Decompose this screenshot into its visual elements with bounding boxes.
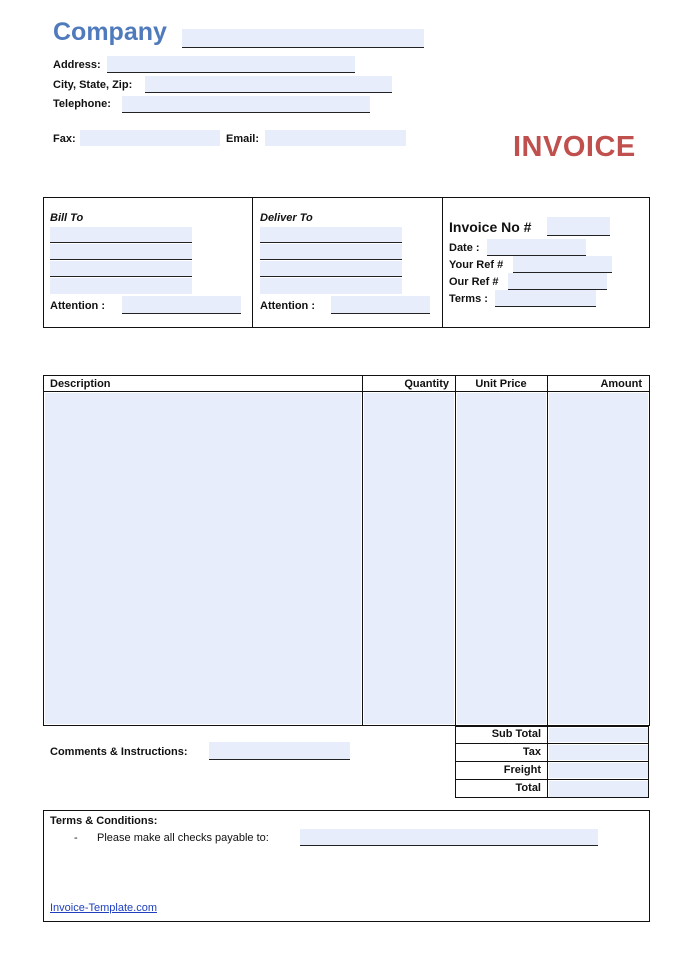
quantity-column-cells[interactable] <box>364 393 454 724</box>
date-label: Date : <box>449 242 480 254</box>
terms-conditions-title: Terms & Conditions: <box>50 815 158 827</box>
deliver-to-line-1[interactable] <box>260 227 402 243</box>
deliver-to-line-3[interactable] <box>260 261 402 277</box>
email-field[interactable] <box>265 130 406 146</box>
comments-label: Comments & Instructions: <box>50 746 188 758</box>
tax-field[interactable] <box>549 745 648 760</box>
invoice-title: INVOICE <box>513 131 636 163</box>
terms-bullet: - <box>74 832 78 844</box>
totals-divider-3 <box>455 779 649 780</box>
description-column-cells[interactable] <box>45 393 361 724</box>
sub-total-field[interactable] <box>549 728 648 742</box>
freight-field[interactable] <box>549 763 648 778</box>
our-ref-label: Our Ref # <box>449 276 499 288</box>
tax-label: Tax <box>522 746 541 758</box>
deliver-attention-label: Attention : <box>260 300 315 312</box>
company-name-field[interactable] <box>182 29 424 48</box>
deliver-to-line-4[interactable] <box>260 278 402 294</box>
bill-to-line-1[interactable] <box>50 227 192 243</box>
billing-divider-1 <box>252 197 253 328</box>
fax-label: Fax: <box>53 133 76 145</box>
email-label: Email: <box>226 133 260 145</box>
items-col-divider-3 <box>547 375 548 726</box>
column-header-description: Description <box>50 378 111 390</box>
bill-to-line-3[interactable] <box>50 261 192 277</box>
column-header-unit-price: Unit Price <box>475 378 527 390</box>
invoice-no-field[interactable] <box>547 217 610 236</box>
terms-field[interactable] <box>495 290 596 307</box>
total-label: Total <box>515 782 541 794</box>
bill-to-line-2[interactable] <box>50 244 192 260</box>
telephone-label: Telephone: <box>53 98 111 110</box>
date-field[interactable] <box>487 239 586 256</box>
unit-price-column-cells[interactable] <box>457 393 546 724</box>
fax-field[interactable] <box>80 130 220 146</box>
terms-label: Terms : <box>449 293 488 305</box>
amount-column-cells[interactable] <box>549 393 648 724</box>
billing-divider-2 <box>442 197 443 328</box>
address-label: Address: <box>53 59 101 71</box>
checks-payable-text: Please make all checks payable to: <box>97 832 269 844</box>
your-ref-label: Your Ref # <box>449 259 504 271</box>
totals-divider-1 <box>455 743 649 744</box>
bill-to-line-4[interactable] <box>50 278 192 294</box>
deliver-to-label: Deliver To <box>260 212 313 224</box>
invoice-no-label: Invoice No # <box>449 219 532 235</box>
city-state-zip-label: City, State, Zip: <box>53 79 133 91</box>
totals-divider-2 <box>455 761 649 762</box>
address-field[interactable] <box>107 56 355 73</box>
your-ref-field[interactable] <box>513 256 612 273</box>
items-col-divider-2 <box>455 375 456 726</box>
freight-label: Freight <box>503 764 541 776</box>
checks-payable-field[interactable] <box>300 829 598 846</box>
comments-field[interactable] <box>209 742 350 760</box>
bill-attention-field[interactable] <box>122 296 241 314</box>
bill-to-label: Bill To <box>50 212 84 224</box>
sub-total-label: Sub Total <box>491 728 541 740</box>
items-col-divider-1 <box>362 375 363 726</box>
column-header-quantity: Quantity <box>404 378 449 390</box>
deliver-attention-field[interactable] <box>331 296 430 314</box>
column-header-amount: Amount <box>600 378 642 390</box>
bill-attention-label: Attention : <box>50 300 105 312</box>
total-field[interactable] <box>549 781 648 797</box>
deliver-to-line-2[interactable] <box>260 244 402 260</box>
website-link[interactable]: Invoice-Template.com <box>50 902 157 914</box>
telephone-field[interactable] <box>122 96 370 113</box>
totals-col-divider <box>547 726 548 798</box>
company-name: Company <box>53 18 167 46</box>
city-state-zip-field[interactable] <box>145 76 392 93</box>
our-ref-field[interactable] <box>508 273 607 290</box>
items-header-divider <box>43 391 650 392</box>
